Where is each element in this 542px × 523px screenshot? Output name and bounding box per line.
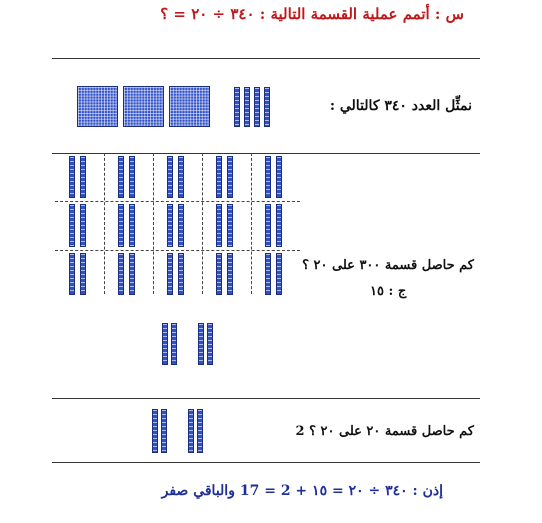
ten-rod <box>178 253 184 295</box>
ten-rod <box>69 253 75 295</box>
ten-rod <box>118 204 124 246</box>
ten-rod <box>80 204 86 246</box>
ten-rod <box>167 156 173 198</box>
ten-rod <box>171 323 177 365</box>
ten-rod <box>227 204 233 246</box>
ten-rod <box>152 409 158 453</box>
ten-rod <box>276 204 282 246</box>
ten-rod <box>254 87 260 127</box>
group-divider-vertical <box>202 153 203 294</box>
ten-rod <box>161 409 167 453</box>
divider-2 <box>52 153 480 154</box>
ten-rod <box>129 156 135 198</box>
question-title: س : أتمم عملية القسمة التالية : ٣٤٠ ÷ ٢٠ = ؟ <box>160 5 464 23</box>
group-divider-horizontal <box>55 201 300 202</box>
ten-rod <box>69 204 75 246</box>
ten-rod <box>129 253 135 295</box>
ten-rod <box>197 409 203 453</box>
ten-rod <box>118 156 124 198</box>
divider-3 <box>52 398 480 399</box>
hundred-flat <box>169 86 210 127</box>
ten-rod <box>178 156 184 198</box>
conclusion-line: إذن : ٣٤٠ ÷ ٢٠ = ١٥ + 2 = 17 والباقي صفر <box>161 483 443 499</box>
ten-rod <box>198 323 204 365</box>
ten-rod <box>276 156 282 198</box>
ten-rod <box>227 156 233 198</box>
ten-rod <box>244 87 250 127</box>
ten-rod <box>234 87 240 127</box>
row3-question: كم حاصل قسمة ٢٠ على ٢٠ ؟ 2 <box>295 424 474 439</box>
ten-rod <box>129 204 135 246</box>
ten-rod <box>80 156 86 198</box>
group-divider-horizontal <box>55 250 300 251</box>
row2-question: كم حاصل قسمة ٣٠٠ على ٢٠ ؟ <box>302 258 474 273</box>
ten-rod <box>80 253 86 295</box>
hundred-flat <box>123 86 164 127</box>
row2-answer: ج : ١٥ <box>370 284 407 299</box>
hundred-flat <box>77 86 118 127</box>
ten-rod <box>265 253 271 295</box>
ten-rod <box>207 323 213 365</box>
ten-rod <box>265 156 271 198</box>
ten-rod <box>227 253 233 295</box>
ten-rod <box>276 253 282 295</box>
ten-rod <box>167 253 173 295</box>
divider-bottom <box>52 462 480 463</box>
ten-rod <box>69 156 75 198</box>
ten-rod <box>265 204 271 246</box>
ten-rod <box>162 323 168 365</box>
ten-rod <box>264 87 270 127</box>
ten-rod <box>188 409 194 453</box>
divider-top <box>52 58 480 59</box>
ten-rod <box>216 204 222 246</box>
group-divider-vertical <box>153 153 154 294</box>
ten-rod <box>167 204 173 246</box>
group-divider-vertical <box>251 153 252 294</box>
group-divider-vertical <box>104 153 105 294</box>
ten-rod <box>178 204 184 246</box>
ten-rod <box>216 156 222 198</box>
row1-label: نمثِّل العدد ٣٤٠ كالتالي : <box>329 98 472 114</box>
ten-rod <box>216 253 222 295</box>
ten-rod <box>118 253 124 295</box>
